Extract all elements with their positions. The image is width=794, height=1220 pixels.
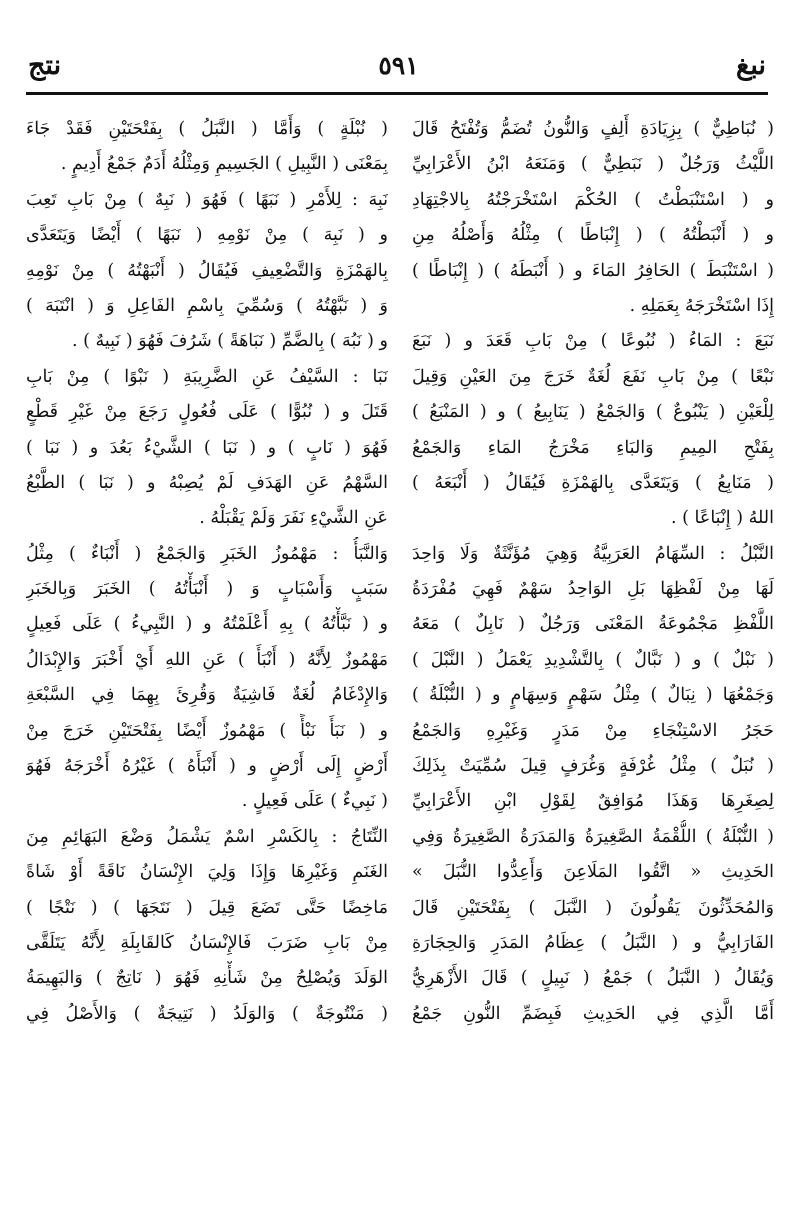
text-line: الفَارَابِيُّ و ( النَّبَلُ ) عِظَامُ المَدَرِ وَالحِجَارَةِ — [412, 932, 774, 953]
text-line: وَالإِدْغَامُ لُغَةٌ فَاشِيَةٌ وَقُرِئَ بِهِمَا فِي السَّبْعَةِ — [26, 685, 388, 706]
text-line: فَهُوَ ( نَابٍ ) و ( نَبَا ) الشَّيْءُ بَعُدَ و ( نَبَا ) — [26, 437, 388, 458]
text-line: بِمَعْنَى ( النَّبِيلِ ) الجَسِيمِ وَمِثْلُهُ أَدَمٌ جَمْعُ أَدِيمٍ . — [60, 154, 388, 175]
text-line: مَهْمُوزٌ لِأَنَّهُ ( أَنْبَأَ ) عَنِ اللهِ أَيْ أَخْبَرَ وَالإِبْدَالُ — [26, 649, 388, 670]
text-line: وَالمُحَدِّثُونَ يَقُولُونَ ( النَّبَلَ ) بِفَتْحَتَيْنِ قَالَ — [412, 897, 774, 918]
page-number: ٥٩١ — [378, 50, 419, 80]
text-line: سَبَبٍ وَأَسْبَابٍ وَ ( أَنْبَأْتُهُ ) الخَبَرَ وَبِالخَبَرِ — [26, 579, 388, 600]
text-line: ( مَنَابِعُ ) وَيَتَعَدَّى بِالهَمْزَةِ فَيُقَالُ ( أَنْبَعَهُ ) — [412, 472, 774, 493]
text-line: عَنِ الشَّيْءِ نَفَرَ وَلَمْ يَقْبَلْهُ . — [199, 508, 388, 529]
text-line: نَبَا : السَّيْفُ عَنِ الضَّرِيبَةِ ( نَبْوًا ) مِنْ بَابِ — [26, 366, 388, 387]
text-line: و ( أَنْبَطْتُهُ ) ( إِنْبَاطًا ) مِثْلُهُ وَأَصْلُهُ مِنِ — [412, 225, 774, 246]
text-line: وَ ( نَبَّهْتُهُ ) وَسُمِّيَ بِاسْمِ الفَاعِلِ وَ ( انْتَبَهَ ) — [26, 295, 388, 316]
text-line: لِلْعَيْنِ ( يَنْبُوعٌ ) وَالجَمْعُ ( يَنَابِيعُ ) و ( المَنْبَعُ ) — [412, 402, 774, 423]
left-column — [26, 112, 388, 1160]
text-line: مَاخِضًا حَتَّى تَضَعَ قِيلَ ( نَتَجَهَا ) ( نَتْجًا ) — [26, 897, 388, 918]
text-line: نَبْعًا ) مِنْ بَابِ نَفَعَ لُغَةٌ خَرَجَ مِنَ العَيْنِ وَقِيلَ — [412, 366, 774, 387]
text-line: و ( اسْتَنْبَطْتُ ) الحُكْمَ اسْتَخْرَجْتُهُ بِالاجْتِهَادِ — [412, 189, 774, 210]
text-line: ( نَبِيءٌ ) عَلَى فَعِيلٍ . — [241, 791, 388, 812]
header-left-keyword: نتج — [28, 49, 62, 81]
text-line: الغَنَمِ وَغَيْرِهَا وَإِذَا وَلِيَ الإِنْسَانُ نَاقَةً أَوْ شَاةً — [26, 862, 388, 883]
text-line: اللهُ ( إِنْبَاعًا ) . — [671, 508, 774, 529]
text-line: ( نُبَاطِيٌّ ) بِزِيَادَةِ أَلِفٍ وَالنُّونُ تُضَمُّ وَتُفْتَحُ قَالَ — [412, 119, 774, 139]
text-line: و ( نَبُهَ ) بِالضَّمِّ ( نَبَاهَةً ) شَرُفَ فَهُوَ ( نَبِيهٌ ) . — [71, 331, 388, 352]
text-line: بِفَتْحِ المِيمِ وَالبَاءِ مَخْرَجُ المَاءِ وَالجَمْعُ — [412, 437, 774, 458]
text-line: نَبَعَ : المَاءُ ( نُبُوعًا ) مِنْ بَابِ قَعَدَ و ( نَبَعَ — [412, 331, 774, 352]
text-line: وَيُقَالُ ( النَّبَلُ ) جَمْعُ ( نَبِيلٍ ) قَالَ الأَزْهَرِيُّ — [412, 968, 774, 989]
text-line: و ( نَبَّأْتُهُ ) بِهِ أَعْلَمْتُهُ و ( النَّبِيءُ ) عَلَى فَعِيلٍ — [26, 614, 388, 635]
text-line: ( اسْتَنْبَطَ ) الحَافِرُ المَاءَ و ( أَنْبَطَهُ ) ( إِنْبَاطًا ) — [412, 260, 774, 281]
text-line: ( نَبْلٌ ) و ( نَبَّالٌ ) بِالتَّشْدِيدِ يَعْمَلُ ( النَّبْلَ ) — [412, 649, 774, 670]
text-line: السَّهْمُ عَنِ الهَدَفِ لَمْ يُصِبْهُ و ( نَبَا ) الطَّبْعُ — [26, 472, 388, 493]
text-line: اللَّفْظِ مَجْمُوعَةُ المَعْنَى وَرَجُلٌ ( نَابِلٌ ) مَعَهُ — [412, 614, 774, 635]
text-line: وَجَمْعُهَا ( نِبَالٌ ) مِثْلُ سَهْمٍ وَسِهَامٍ و ( النُّبْلَةُ ) — [412, 685, 774, 706]
text-line: ( نُبَلٌ ) مِثْلُ غُرْفَةٍ وَغُرَفٍ قِيلَ سُمِّيَتْ بِذَلِكَ — [412, 756, 774, 777]
text-line: اللَّيْثُ وَرَجُلٌ ( نَبَطِيٌّ ) وَمَنَعَهُ ابْنُ الأَعْرَابِيِّ — [412, 154, 774, 175]
text-line: لِصِغَرِهَا وَهَذَا مُوَافِقٌ لِقَوْلِ ابْنِ الأَعْرَابِيِّ — [412, 791, 774, 812]
text-line: و ( نَبِهَ ) مِنْ نَوْمِهِ ( نَبَهًا ) أَيْضًا وَيَتَعَدَّى — [26, 225, 388, 246]
text-line: نَبِهَ : لِلأَمْرِ ( نَبَهًا ) فَهُوَ ( نَبِهٌ ) مِنْ بَابِ تَعِبَ — [26, 189, 388, 210]
text-line: ( مَنْتُوجَةٌ ) وَالوَلَدُ ( نَتِيجَةٌ ) وَالأَصْلُ فِي — [26, 1003, 388, 1024]
text-line: الحَدِيثِ « اتَّقُوا المَلَاعِنَ وَأَعِدُّوا النُّبَلَ » — [412, 862, 774, 883]
text-line: ( النُّبْلَةُ ) اللُّقْمَةُ الصَّغِيرَةُ وَالمَدَرَةُ الصَّغِيرَةُ وَفِي — [412, 826, 774, 847]
header-rule — [26, 92, 768, 95]
text-line: إِذَا اسْتَخْرَجَهُ بِعَمَلِهِ . — [629, 295, 774, 316]
text-line: ( نُبْلَةٍ ) وَأَمَّا ( النَّبَلُ ) بِفَتْحَتَيْنِ فَقَدْ جَاءَ — [26, 119, 388, 139]
text-line: النَّبْلُ : السِّهَامُ العَرَبِيَّةُ وَهِيَ مُؤَنَّثَةٌ وَلَا وَاحِدَ — [412, 543, 774, 564]
text-line: قَتَلَ و ( نُبُوًّا ) عَلَى فُعُولٍ رَجَعَ مِنْ غَيْرِ قَطْعٍ — [26, 402, 388, 423]
text-line: وَالنَّبَأُ : مَهْمُوزُ الخَبَرِ وَالجَمْعُ ( أَنْبَاءٌ ) مِثْلُ — [26, 543, 388, 564]
text-line: أَرْضٍ إِلَى أَرْضٍ و ( أَنْبَأَهُ ) غَيْرُهُ أَخْرَجَهُ فَهُوَ — [26, 756, 388, 777]
text-line: أَمَّا الَّذِي فِي الحَدِيثِ فَبِضَمِّ النُّونِ جَمْعُ — [412, 1003, 774, 1024]
text-line: مِنْ بَابِ ضَرَبَ فَالإِنْسَانُ كَالقَابِلَةِ لِأَنَّهُ يَتَلَقَّى — [26, 932, 388, 953]
text-columns — [26, 112, 774, 1160]
page-header — [28, 40, 766, 90]
text-line: و ( نَبَأَ نَبْأً ) مَهْمُوزٌ أَيْضًا بِفَتْحَتَيْنِ خَرَجَ مِنْ — [26, 720, 388, 741]
text-line: لَهَا مِنْ لَفْظِهَا بَلِ الوَاحِدُ سَهْمٌ فَهِيَ مُفْرَدَةُ — [412, 579, 774, 600]
header-right-keyword: نبغ — [735, 49, 766, 81]
text-line: حَجَرُ الاسْتِنْجَاءِ مِنْ مَدَرٍ وَغَيْرِهِ وَالجَمْعُ — [412, 720, 774, 741]
right-column — [412, 112, 774, 1160]
text-line: النِّتَاجُ : بِالكَسْرِ اسْمٌ يَشْمَلُ وَضْعَ البَهَائِمِ مِنَ — [26, 826, 388, 847]
text-line: الوَلَدَ وَيُصْلِحُ مِنْ شَأْنِهِ فَهُوَ ( نَاتِجٌ ) وَالبَهِيمَةُ — [26, 968, 388, 989]
text-line: بِالهَمْزَةِ وَالتَّضْعِيفِ فَيُقَالُ ( أَنْبَهْتُهُ ) مِنْ نَوْمِهِ — [26, 260, 388, 281]
